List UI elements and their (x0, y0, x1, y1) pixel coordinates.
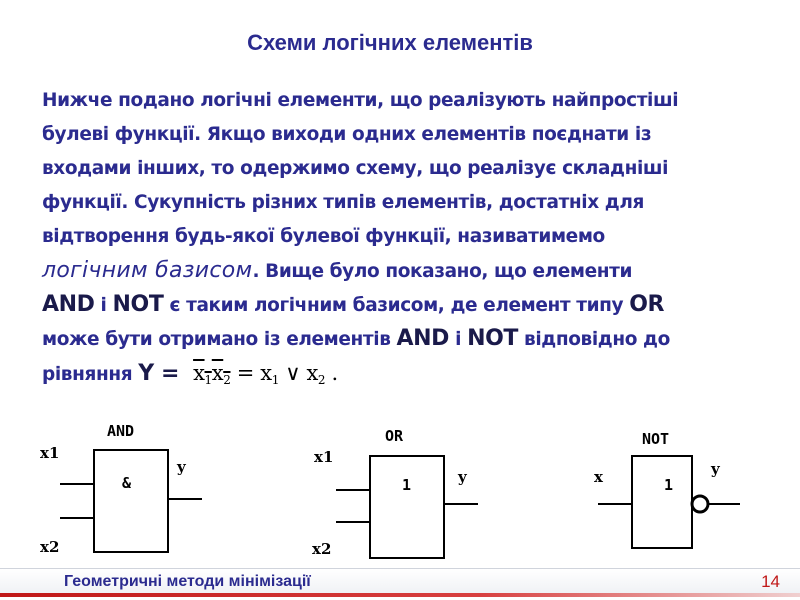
keyword-not: NOT (112, 292, 164, 317)
and-gate-label: AND (107, 422, 135, 440)
not-gate-body (632, 456, 692, 548)
not-input-label: x (594, 468, 603, 486)
paragraph-line (42, 288, 762, 322)
paragraph-line: Нижче подано логічні елементи, що реалізують найпростіші (42, 90, 679, 111)
logic-gates-diagram (0, 410, 800, 570)
or-output-label: y (458, 468, 467, 486)
body-paragraph (42, 86, 762, 390)
paragraph-line (42, 356, 762, 390)
text-run: . Вище було показано, що елементи (252, 261, 633, 282)
text-run: і (94, 295, 113, 316)
text-run: і (449, 329, 468, 350)
paragraph-line: булеві функції. Якщо виходи одних елементів поєднати із (42, 124, 652, 145)
keyword-not: NOT (467, 326, 519, 351)
not-gate-label: NOT (642, 430, 670, 448)
formula-negated-term: $x_1x_2$ (193, 361, 231, 387)
formula-lhs: Y = (138, 361, 180, 386)
footer-accent-bar (0, 593, 800, 597)
term-logical-basis: логічним базисом (42, 258, 253, 283)
text-run: рівняння (42, 364, 139, 385)
and-gate (40, 422, 202, 556)
and-input-1-label: x1 (40, 444, 60, 462)
or-gate-label: OR (385, 427, 404, 445)
not-gate (594, 430, 740, 548)
page-number: 14 (761, 572, 780, 591)
and-output-label: y (177, 458, 186, 476)
and-gate-body (94, 450, 168, 552)
or-gate (312, 427, 478, 558)
or-input-1-label: x1 (314, 448, 334, 466)
and-input-2-label: x2 (40, 538, 60, 556)
paragraph-line: відтворення будь-якої булевої функції, називатимемо (42, 226, 605, 247)
keyword-and: AND (42, 292, 95, 317)
not-inversion-bubble (692, 496, 708, 512)
text-run: відповідно до (518, 329, 670, 350)
or-input-2-label: x2 (312, 540, 332, 558)
formula: $x_1x_2 = x_1$ ∨ $x_2$ . (193, 361, 338, 387)
slide-title: Схеми логічних елементів (247, 30, 533, 55)
paragraph-line: входами інших, то одержимо схему, що реалізує складніші (42, 158, 669, 179)
keyword-and: AND (396, 326, 450, 351)
keyword-or: OR (629, 292, 665, 317)
not-output-label: y (711, 460, 720, 478)
or-gate-body (370, 456, 444, 558)
text-run: є таким логічним базисом, де елемент типу (163, 295, 630, 316)
or-gate-symbol: 1 (402, 476, 412, 494)
footer (0, 568, 800, 597)
and-gate-symbol: & (122, 474, 132, 492)
paragraph-line (42, 254, 762, 288)
text-run: може бути отримано із елементів (42, 329, 397, 350)
paragraph-line: функції. Сукупність різних типів елементів, достатніх для (42, 192, 644, 213)
not-gate-symbol: 1 (664, 476, 674, 494)
paragraph-line (42, 322, 762, 356)
footer-title: Геометричні методи мінімізації (64, 573, 311, 590)
